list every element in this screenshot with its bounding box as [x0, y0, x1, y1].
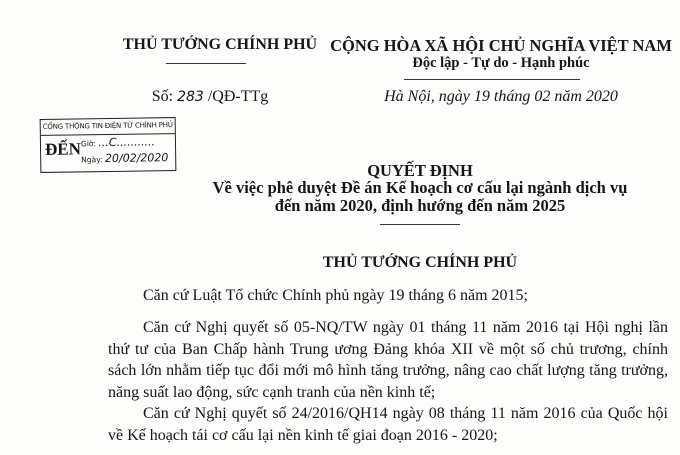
stamp-time-label: Giờ: — [80, 139, 99, 149]
national-motto: Độc lập - Tự do - Hạnh phúc — [412, 55, 590, 71]
document-number-suffix: /QĐ-TTg — [203, 88, 269, 105]
stamp-header: CỔNG THÔNG TIN ĐIỆN TỬ CHÍNH PHỦ — [41, 118, 175, 136]
decision-subject-line-1: Về việc phê duyệt Đề án Kế hoạch cơ cấu lại ngành dịch vụ — [212, 178, 628, 197]
stamp-date-label: Ngày: — [81, 155, 106, 165]
issuer-underline — [166, 63, 246, 64]
issue-date: Hà Nội, ngày 19 tháng 02 năm 2020 — [384, 88, 618, 105]
decision-subject-line-2: đến năm 2020, định hướng đến năm 2025 — [274, 196, 566, 215]
decision-title: QUYẾT ĐỊNH — [367, 161, 473, 180]
document-number-prefix: Số: — [151, 88, 178, 105]
authority-heading: THỦ TƯỚNG CHÍNH PHỦ — [322, 254, 518, 271]
issuer-heading: THỦ TƯỚNG CHÍNH PHỦ — [122, 36, 318, 53]
stamp-den-label: ĐẾN — [44, 139, 82, 159]
document-number-handwritten: 283 — [177, 89, 204, 105]
legal-basis-paragraph-3: Căn cứ Nghị quyết số 24/2016/QH14 ngày 08 tháng 11 năm 2016 của Quốc hội về Kế hoạch tái cơ cấu lại nền kinh tế giai đoạn 2016 - 2020; — [108, 405, 668, 444]
legal-basis-paragraph-1: Căn cứ Luật Tổ chức Chính phủ ngày 19 tháng 6 năm 2015; — [143, 287, 528, 304]
subject-underline — [380, 224, 460, 225]
motto-underline — [404, 79, 580, 80]
national-title: CỘNG HÒA XÃ HỘI CHỦ NGHĨA VIỆT NAM — [330, 36, 672, 55]
legal-basis-paragraph-2: Căn cứ Nghị quyết số 05-NQ/TW ngày 01 tháng 11 năm 2016 tại Hội nghị lần thứ tư của Ban Chấp hành Trung ương Đảng khóa XII về một số chủ trương, chính sách lớn nhằm tiếp tục đổi mới mô hình tăng trưởng, nâng cao chất lượng tăng trưởng, năng suất lao động, sức cạnh tranh của nền kinh tế; — [108, 319, 668, 401]
received-stamp — [40, 117, 177, 173]
document-number — [120, 88, 300, 106]
stamp-date-row — [81, 151, 168, 165]
stamp-date-value: 20/02/2020 — [104, 151, 169, 166]
stamp-time-value: ...C........... — [98, 135, 156, 150]
stamp-time-row — [81, 135, 155, 149]
